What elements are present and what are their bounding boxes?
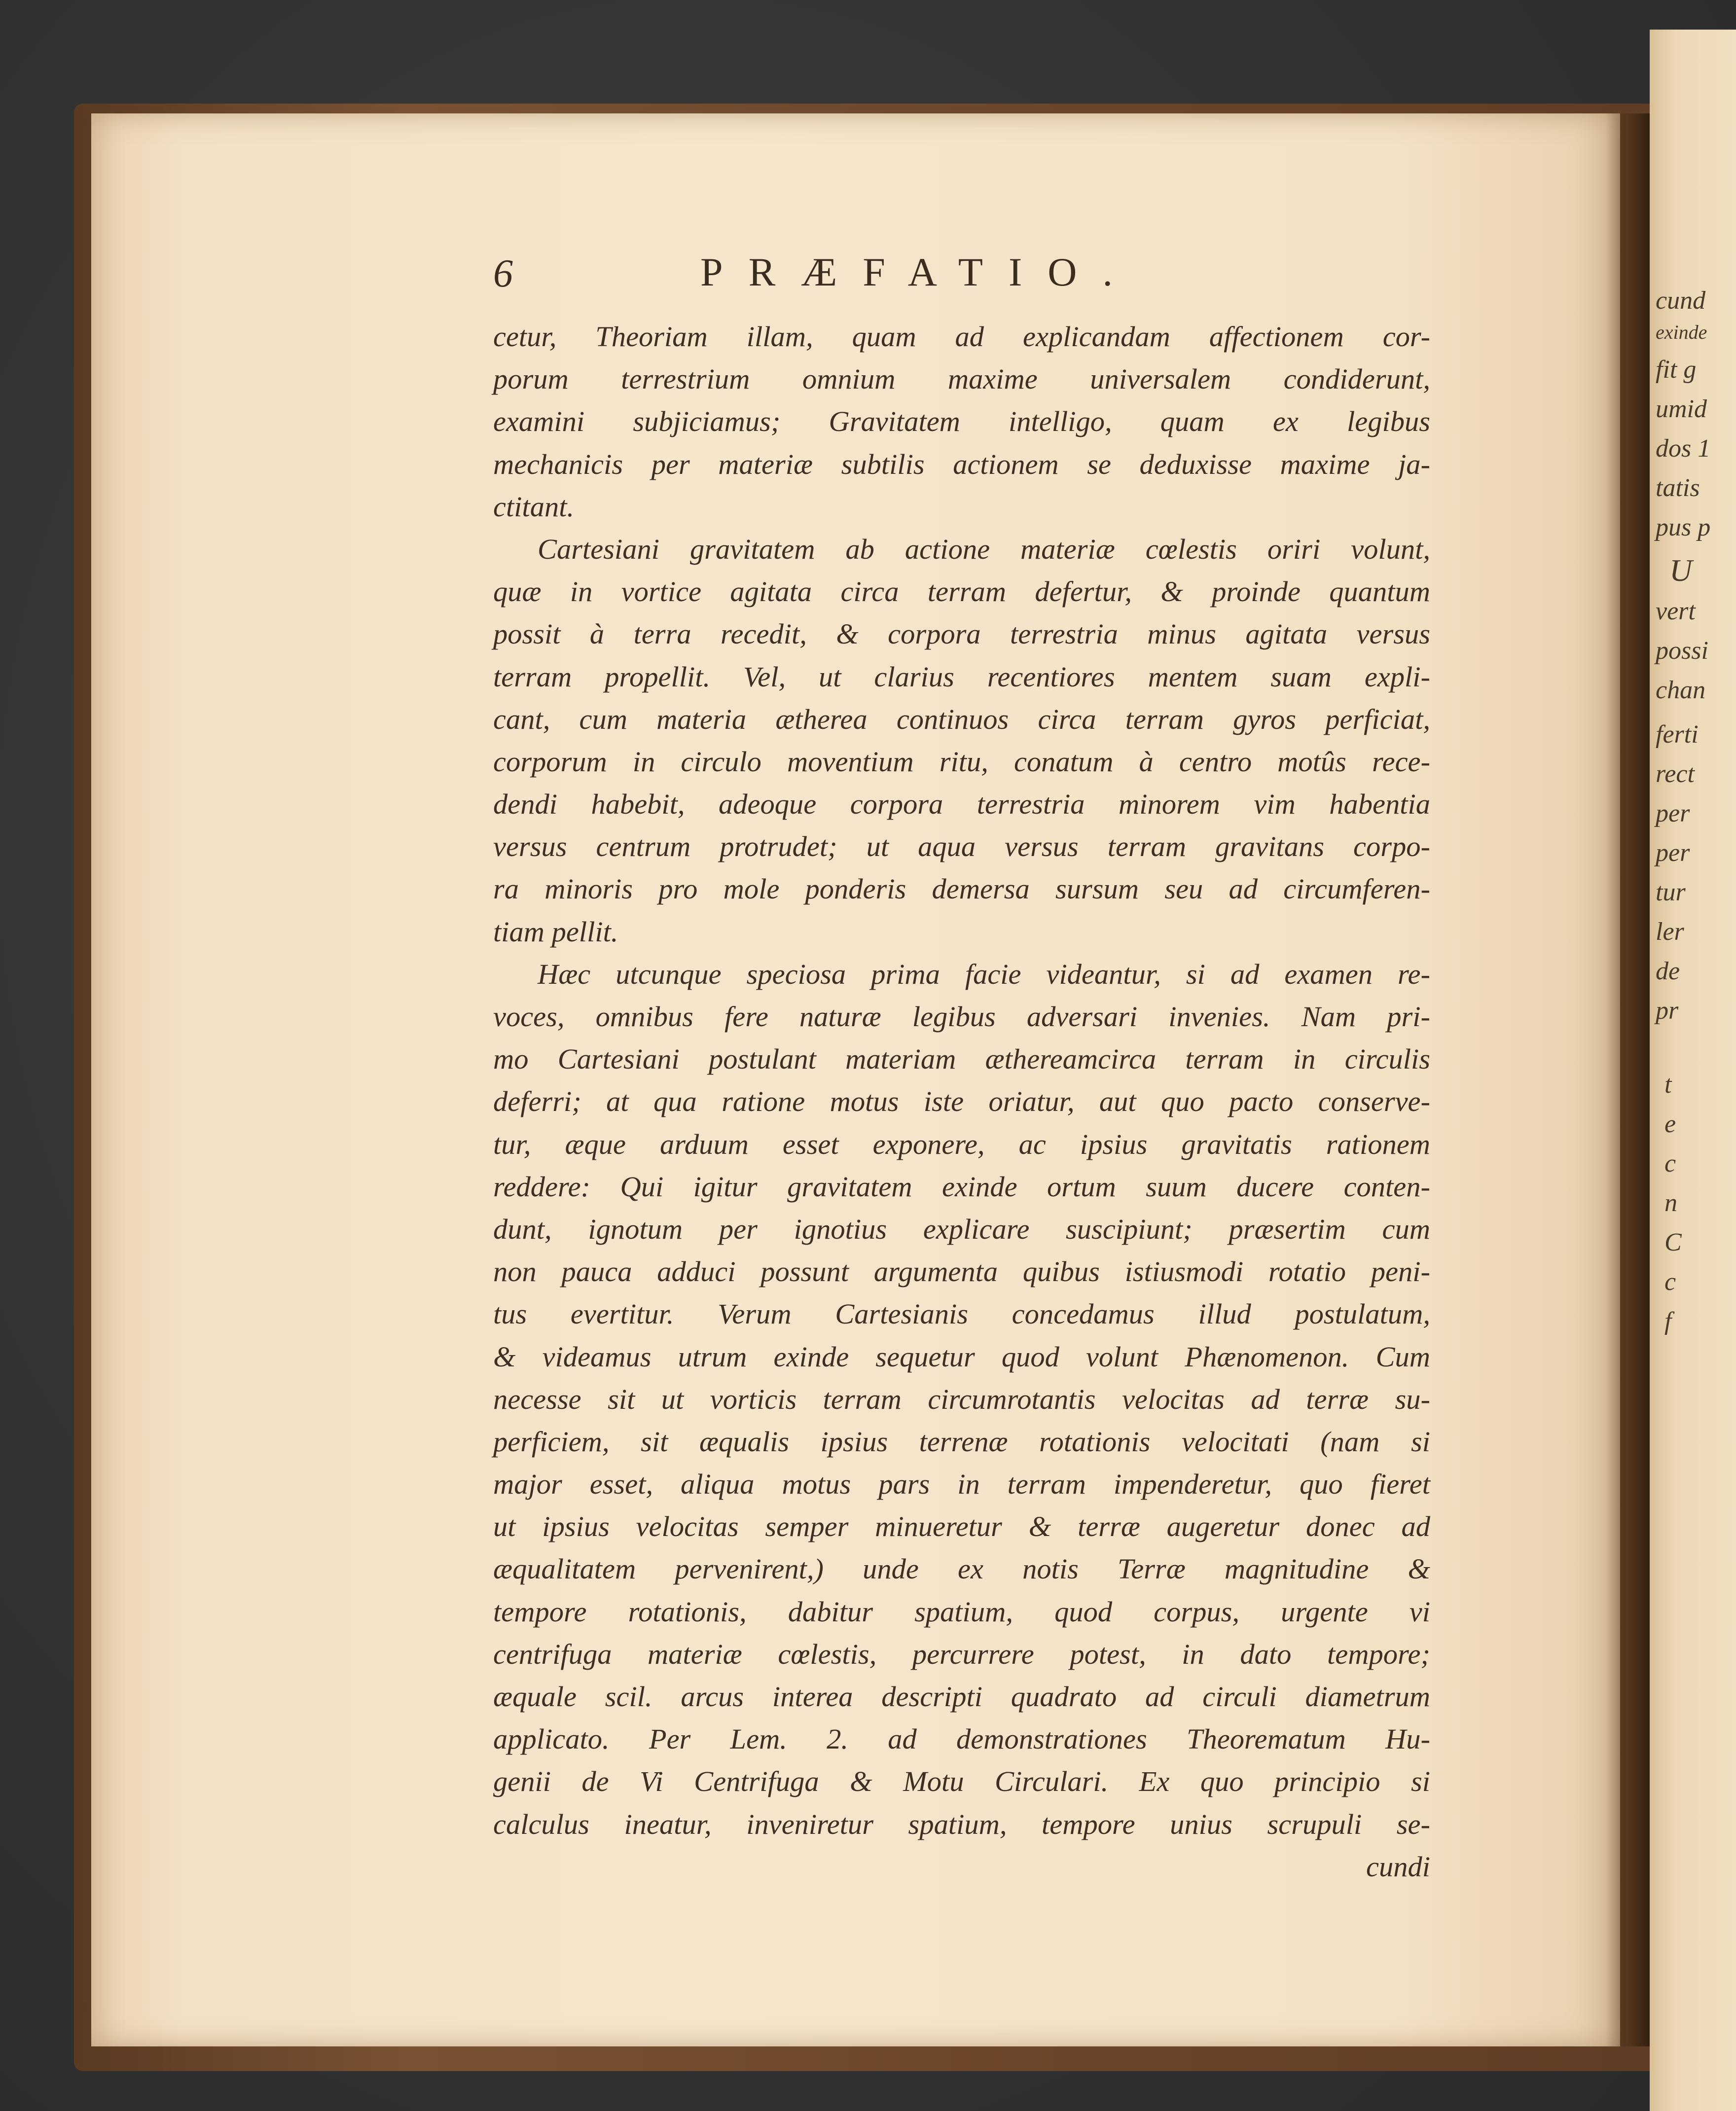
facing-fragment: per bbox=[1656, 839, 1690, 867]
text-line: ra minoris pro mole ponderis demersa sursum seu ad circumferen- bbox=[493, 873, 1430, 905]
text-line: deferri; at qua ratione motus iste oriatur, aut quo pacto conserve- bbox=[493, 1085, 1430, 1118]
text-line: quæ in vortice agitata circa terram defertur, & proinde quantum bbox=[493, 575, 1430, 608]
text-line: mo Cartesiani postulant materiam æthereamcirca terram in circulis bbox=[493, 1043, 1430, 1075]
facing-fragment: cund bbox=[1656, 286, 1706, 315]
facing-fragment: C bbox=[1664, 1228, 1682, 1256]
text-line: voces, omnibus fere naturæ legibus adversari invenies. Nam pri- bbox=[493, 1001, 1430, 1033]
facing-fragment: fit g bbox=[1656, 356, 1697, 384]
facing-fragment: rect bbox=[1656, 760, 1695, 788]
facing-fragment: t bbox=[1664, 1071, 1672, 1099]
facing-fragment: chan bbox=[1656, 676, 1706, 704]
text-line: genii de Vi Centrifuga & Motu Circulari. Ex quo principio si bbox=[493, 1765, 1430, 1798]
text-line: reddere: Qui igitur gravitatem exinde ortum suum ducere conten- bbox=[493, 1170, 1430, 1203]
text-line: tempore rotationis, dabitur spatium, quod corpus, urgente vi bbox=[493, 1595, 1430, 1628]
text-line: æqualitatem pervenirent,) unde ex notis Terræ magnitudine & bbox=[493, 1553, 1430, 1585]
facing-fragment: f bbox=[1664, 1307, 1672, 1335]
facing-fragment: dos 1 bbox=[1656, 434, 1711, 463]
catchword: cundi bbox=[1366, 1850, 1430, 1883]
text-line: perficiem, sit æqualis ipsius terrenæ rotationis velocitati (nam si bbox=[493, 1425, 1430, 1458]
text-line: porum terrestrium omnium maxime universalem condiderunt, bbox=[493, 363, 1430, 395]
facing-fragment: pus p bbox=[1656, 513, 1711, 541]
text-line: major esset, aliqua motus pars in terram impenderetur, quo fieret bbox=[493, 1468, 1430, 1501]
text-line: versus centrum protrudet; ut aqua versus terram gravitans corpo- bbox=[493, 830, 1430, 863]
text-line: centrifuga materiæ cœlestis, percurrere potest, in dato tempore; bbox=[493, 1638, 1430, 1670]
text-line: mechanicis per materiæ subtilis actionem se deduxisse maxime ja- bbox=[493, 448, 1430, 480]
facing-fragment: possi bbox=[1656, 637, 1708, 665]
facing-fragment: umid bbox=[1656, 395, 1707, 423]
facing-fragment: de bbox=[1656, 957, 1680, 985]
page-number: 6 bbox=[493, 252, 513, 295]
facing-page bbox=[1650, 30, 1736, 2111]
text-line: Cartesiani gravitatem ab actione materiæ cœlestis oriri volunt, bbox=[538, 533, 1430, 565]
text-line: non pauca adduci possunt argumenta quibus istiusmodi rotatio peni- bbox=[493, 1255, 1430, 1288]
binding-tie-top bbox=[79, 118, 88, 127]
text-line: examini subjiciamus; Gravitatem intelligo, quam ex legibus bbox=[493, 405, 1430, 438]
text-line: dunt, ignotum per ignotius explicare suscipiunt; præsertim cum bbox=[493, 1213, 1430, 1245]
text-line: & videamus utrum exinde sequetur quod volunt Phænomenon. Cum bbox=[493, 1340, 1430, 1373]
text-line: tus evertitur. Verum Cartesianis concedamus illud postulatum, bbox=[493, 1298, 1430, 1330]
text-line: possit à terra recedit, & corpora terrestria minus agitata versus bbox=[493, 618, 1430, 650]
text-line: Hæc utcunque speciosa prima facie videantur, si ad examen re- bbox=[538, 958, 1430, 990]
facing-fragment: c bbox=[1664, 1149, 1676, 1178]
facing-fragment: c bbox=[1664, 1268, 1676, 1296]
text-line: tiam pellit. bbox=[493, 915, 618, 948]
text-line: applicato. Per Lem. 2. ad demonstrationes Theorematum Hu- bbox=[493, 1723, 1430, 1755]
text-line: ut ipsius velocitas semper minueretur & terræ augeretur donec ad bbox=[493, 1510, 1430, 1543]
text-line: necesse sit ut vorticis terram circumrotantis velocitas ad terræ su- bbox=[493, 1383, 1430, 1415]
facing-fragment: per bbox=[1656, 799, 1690, 827]
body-text bbox=[493, 316, 1430, 1888]
facing-fragment: vert bbox=[1656, 597, 1696, 625]
page-gutter bbox=[1605, 113, 1650, 2046]
facing-fragment: U bbox=[1669, 553, 1693, 588]
text-line: corporum in circulo moventium ritu, conatum à centro motûs rece- bbox=[493, 745, 1430, 778]
text-line: calculus ineatur, inveniretur spatium, tempore unius scrupuli se- bbox=[493, 1808, 1430, 1840]
text-line: tur, æque arduum esset exponere, ac ipsius gravitatis rationem bbox=[493, 1128, 1430, 1160]
facing-fragment: e bbox=[1664, 1110, 1676, 1138]
text-line: terram propellit. Vel, ut clarius recentiores mentem suam expli- bbox=[493, 660, 1430, 693]
text-line: ctitant. bbox=[493, 490, 575, 523]
facing-fragment: ferti bbox=[1656, 720, 1699, 749]
facing-fragment: tur bbox=[1656, 878, 1686, 906]
facing-fragment: ler bbox=[1656, 918, 1684, 946]
running-title: PRÆFATIO. bbox=[700, 250, 1138, 294]
text-line: cant, cum materia ætherea continuos circa terram gyros perficiat, bbox=[493, 703, 1430, 735]
facing-fragment: n bbox=[1664, 1189, 1677, 1217]
text-line: æquale scil. arcus interea descripti quadrato ad circuli diametrum bbox=[493, 1681, 1430, 1713]
binding-tie-bottom bbox=[79, 2002, 88, 2011]
text-line: cetur, Theoriam illam, quam ad explicandam affectionem cor- bbox=[493, 321, 1430, 353]
facing-fragment: exinde bbox=[1656, 321, 1707, 343]
facing-fragment: tatis bbox=[1656, 474, 1700, 502]
text-line: dendi habebit, adeoque corpora terrestria minorem vim habentia bbox=[493, 788, 1430, 821]
facing-fragment: pr bbox=[1656, 997, 1679, 1025]
